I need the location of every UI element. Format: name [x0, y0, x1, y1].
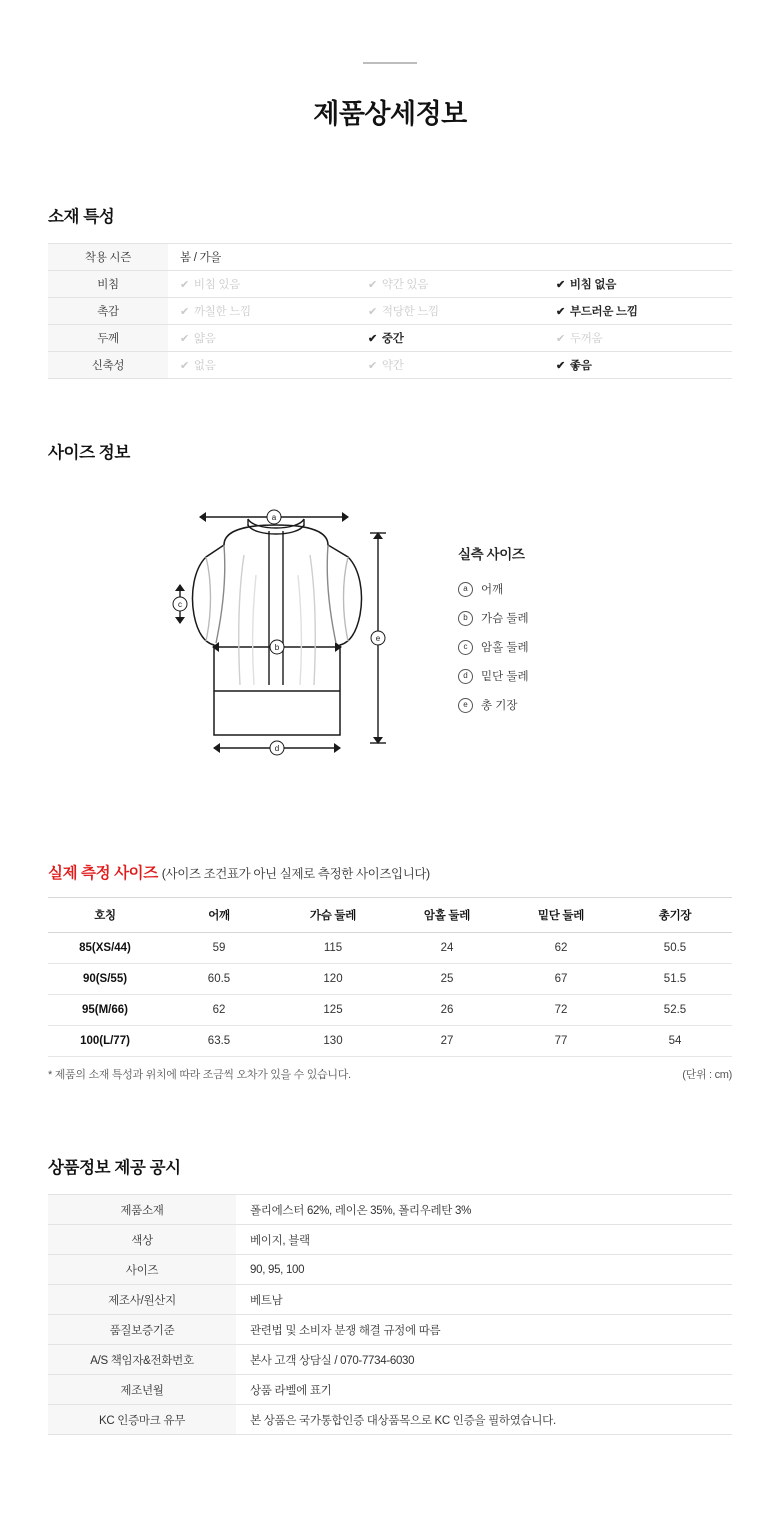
material-table [48, 243, 732, 379]
table-row [48, 995, 732, 1026]
measurements-footnote: * 제품의 소재 특성과 위치에 따라 조금씩 오차가 있을 수 있습니다. [48, 1069, 351, 1081]
table-row [48, 298, 732, 325]
legend-title: 실측 사이즈 [458, 547, 525, 562]
legend-item-hem [458, 668, 529, 684]
table-header-row [48, 898, 732, 933]
cell-size-name: 90(S/55) [48, 964, 162, 995]
row-value: 봄 / 가을 [168, 244, 732, 271]
cell-hem: 67 [504, 964, 618, 995]
cell-chest: 115 [276, 933, 390, 964]
measurements-title-highlight: 실제 측정 사이즈 [48, 865, 158, 882]
check-icon: ✔ [180, 306, 189, 318]
row-value: 베이지, 블랙 [236, 1225, 732, 1255]
check-icon: ✔ [368, 279, 377, 291]
row-value: 본사 고객 상담실 / 070-7734-6030 [236, 1345, 732, 1375]
measurements-title-sub: (사이즈 조건표가 아닌 실제로 측정한 사이즈입니다) [161, 867, 430, 881]
cell-chest: 130 [276, 1026, 390, 1057]
table-row [48, 1225, 732, 1255]
row-label: 제조년월 [48, 1375, 236, 1405]
cell-size-name: 95(M/66) [48, 995, 162, 1026]
svg-text:b: b [274, 643, 280, 652]
option-cell [544, 325, 732, 352]
legend-label: 총 기장 [481, 700, 518, 712]
cell-chest: 120 [276, 964, 390, 995]
row-value: 상품 라벨에 표기 [236, 1375, 732, 1405]
cell-length: 54 [618, 1026, 732, 1057]
measurements-title [48, 861, 732, 883]
cell-shoulder: 60.5 [162, 964, 276, 995]
column-header-length: 총기장 [618, 898, 732, 933]
option-label: 얇음 [193, 333, 216, 345]
material-section [0, 203, 780, 379]
cell-length: 52.5 [618, 995, 732, 1026]
cell-hem: 77 [504, 1026, 618, 1057]
row-value: 본 상품은 국가통합인증 대상품목으로 KC 인증을 필하였습니다. [236, 1405, 732, 1435]
legend-item-armhole [458, 639, 529, 655]
table-row [48, 244, 732, 271]
check-icon: ✔ [180, 279, 189, 291]
option-cell [356, 298, 544, 325]
cell-armhole: 27 [390, 1026, 504, 1057]
option-label: 중간 [381, 333, 404, 345]
row-value: 베트남 [236, 1285, 732, 1315]
check-icon: ✔ [556, 360, 565, 372]
material-section-title: 소재 특성 [48, 208, 115, 226]
cell-size-name: 100(L/77) [48, 1026, 162, 1057]
check-icon: ✔ [368, 306, 377, 318]
cell-shoulder: 62 [162, 995, 276, 1026]
svg-text:e: e [375, 634, 381, 643]
table-row [48, 325, 732, 352]
option-label: 두꺼움 [569, 333, 603, 345]
measurement-legend [458, 543, 529, 726]
column-header-shoulder: 어깨 [162, 898, 276, 933]
row-label: 비침 [48, 271, 168, 298]
svg-text:c: c [178, 600, 182, 609]
table-row [48, 933, 732, 964]
table-row [48, 1405, 732, 1435]
option-cell [168, 325, 356, 352]
svg-text:a: a [271, 513, 277, 522]
legend-item-chest [458, 610, 529, 626]
size-info-section-title: 사이즈 정보 [48, 444, 130, 462]
option-cell [544, 271, 732, 298]
legend-label: 밑단 둘레 [481, 671, 529, 683]
legend-label: 암홀 둘레 [481, 642, 529, 654]
garment-diagram [48, 485, 732, 805]
cell-hem: 62 [504, 933, 618, 964]
measurements-section [0, 861, 780, 1082]
cell-size-name: 85(XS/44) [48, 933, 162, 964]
option-cell [168, 352, 356, 379]
notice-section [0, 1154, 780, 1435]
garment-diagram-wrap [48, 485, 732, 815]
measurements-footer [48, 1066, 732, 1082]
option-label: 비침 있음 [193, 279, 241, 291]
table-row [48, 1375, 732, 1405]
row-label: 제품소재 [48, 1195, 236, 1225]
table-row [48, 1285, 732, 1315]
table-row [48, 271, 732, 298]
notice-table [48, 1194, 732, 1435]
option-label: 까칠한 느낌 [193, 306, 251, 318]
marker-a-icon: a [458, 582, 473, 597]
cell-hem: 72 [504, 995, 618, 1026]
option-label: 약간 있음 [381, 279, 429, 291]
svg-text:d: d [274, 744, 280, 753]
check-icon: ✔ [556, 279, 565, 291]
row-label: 착용 시즌 [48, 244, 168, 271]
column-header-name: 호칭 [48, 898, 162, 933]
cell-length: 51.5 [618, 964, 732, 995]
option-cell [356, 271, 544, 298]
column-header-armhole: 암홀 둘레 [390, 898, 504, 933]
table-row [48, 964, 732, 995]
check-icon: ✔ [556, 333, 565, 345]
row-label: KC 인증마크 유무 [48, 1405, 236, 1435]
row-label: 제조사/원산지 [48, 1285, 236, 1315]
table-row [48, 1255, 732, 1285]
legend-label: 가슴 둘레 [481, 613, 529, 625]
option-label: 좋음 [569, 360, 592, 372]
row-value: 폴리에스터 62%, 레이온 35%, 폴리우레탄 3% [236, 1195, 732, 1225]
marker-b-icon: b [458, 611, 473, 626]
legend-item-shoulder [458, 581, 529, 597]
row-label: 색상 [48, 1225, 236, 1255]
option-label: 부드러운 느낌 [569, 306, 638, 318]
cell-armhole: 25 [390, 964, 504, 995]
option-cell [356, 352, 544, 379]
cell-shoulder: 63.5 [162, 1026, 276, 1057]
cell-armhole: 26 [390, 995, 504, 1026]
marker-d-icon: d [458, 669, 473, 684]
check-icon: ✔ [180, 360, 189, 372]
column-header-hem: 밑단 둘레 [504, 898, 618, 933]
row-label: 두께 [48, 325, 168, 352]
table-row [48, 1315, 732, 1345]
row-label: 품질보증기준 [48, 1315, 236, 1345]
cell-armhole: 24 [390, 933, 504, 964]
option-label: 없음 [193, 360, 216, 372]
table-row [48, 1345, 732, 1375]
check-icon: ✔ [368, 360, 377, 372]
row-value: 관련법 및 소비자 분쟁 해결 규정에 따름 [236, 1315, 732, 1345]
option-cell [168, 298, 356, 325]
check-icon: ✔ [180, 333, 189, 345]
check-icon: ✔ [368, 333, 377, 345]
row-label: A/S 책임자&전화번호 [48, 1345, 236, 1375]
page-header [0, 0, 780, 131]
option-label: 적당한 느낌 [381, 306, 439, 318]
measurements-table [48, 897, 732, 1057]
row-label: 사이즈 [48, 1255, 236, 1285]
cell-shoulder: 59 [162, 933, 276, 964]
bottom-spacer [0, 1435, 780, 1505]
row-label: 신축성 [48, 352, 168, 379]
notice-section-title: 상품정보 제공 공시 [48, 1159, 181, 1177]
row-label: 촉감 [48, 298, 168, 325]
row-value: 90, 95, 100 [236, 1255, 732, 1285]
page-title: 제품상세정보 [313, 99, 467, 129]
column-header-chest: 가슴 둘레 [276, 898, 390, 933]
option-cell [356, 325, 544, 352]
option-label: 약간 [381, 360, 404, 372]
option-cell [544, 298, 732, 325]
legend-label: 어깨 [481, 584, 504, 596]
option-label: 비침 없음 [569, 279, 617, 291]
table-row [48, 352, 732, 379]
check-icon: ✔ [556, 306, 565, 318]
option-cell [544, 352, 732, 379]
marker-c-icon: c [458, 640, 473, 655]
option-cell [168, 271, 356, 298]
table-row [48, 1026, 732, 1057]
table-row [48, 1195, 732, 1225]
marker-e-icon: e [458, 698, 473, 713]
cell-length: 50.5 [618, 933, 732, 964]
measurements-unit: (단위 : cm) [682, 1069, 732, 1081]
legend-item-length [458, 697, 529, 713]
header-divider [363, 62, 417, 64]
cell-chest: 125 [276, 995, 390, 1026]
size-info-section [0, 439, 780, 815]
